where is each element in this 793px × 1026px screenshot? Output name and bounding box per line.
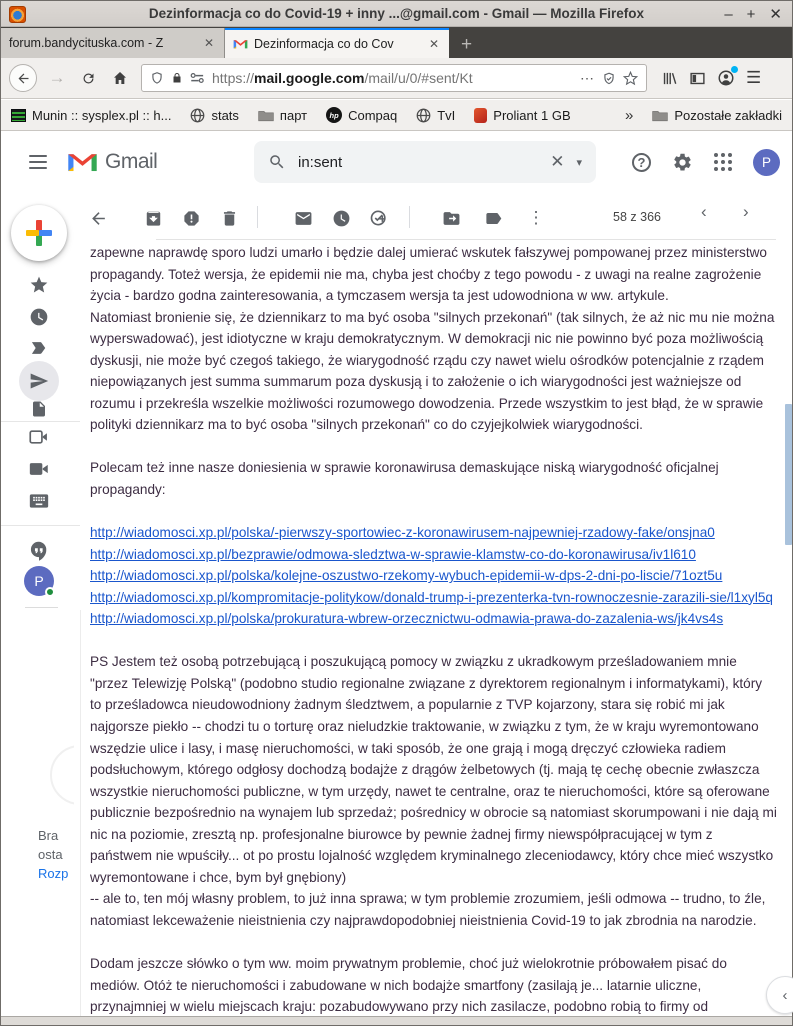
rail-divider (1, 525, 80, 526)
move-to-icon[interactable] (436, 203, 466, 233)
globe-icon (416, 108, 431, 123)
hangouts-text-line: Bra (38, 828, 59, 843)
back-to-list-icon[interactable] (83, 203, 113, 233)
account-notification-dot (731, 66, 738, 73)
settings-gear-icon[interactable] (672, 152, 693, 173)
rail-divider-short (25, 607, 58, 608)
hp-logo-icon: hp (326, 107, 342, 123)
folder-icon (258, 109, 274, 122)
email-paragraph: PS Jestem też osobą potrzebującą i poszukującą pomocy w związku z ukradkowym prześladowaniem mnie "przez Telewizję Polską" (podobno studio regionalne związane z dyrektorem regionalnym i informatykami), który to prześladowca nieudowodniony żadnym śledztwem, a popularnie z TVP kojarzony, stara się robić mi jak najgorsze piekło -- chodzi tu o torturę oraz nieludzkie traktowanie, w związku z tym, że w kraju wyremontowano wszędzie ulice i lasy, i masę nieruchomości, w taki sposób, że one grają i mogą dręczyć człowieka radiem podsłuchowym, którego odgłosy dochodzą bodajże z drągów żelbetowych (tj. mają tę cechę obecnie zwłaszcza wszystkie nieruchomości publiczne, w tym urzędy, nawet te centralne, oraz te nieruchomości, które są oferowane publicznie bezpośrednio na wynajem lub sprzedaż; pośrednicy w obrocie są natomiast skorumpowani i nie dają mi nic na poziomie, zresztą np. profesjonalne biurowce by pewnie żadnej firmy niewspółpracującej w tym z państwem nie wpuściły... ot po prostu lojalność względem kryminalnego zleceniodawcy, który chce mieć wszystko wyremontowane i chce, bym był gnębiony) (90, 654, 777, 885)
email-paragraph: zapewne naprawdę sporo ludzi umarło i będzie dalej umierać wskutek fałszywej pompowanej przez ministerstwo propagandy. Toteż wersja, że epidemii nie ma, chyba jest choćby z tego powodu - z uwagi na realne zagrożenie życia - bardzo godna zainteresowania, a tymczasem wersja ta jest udowodniona w ww. artykule. (90, 245, 767, 304)
delete-icon[interactable] (214, 203, 244, 233)
email-link[interactable]: http://wiadomosci.xp.pl/kompromitacje-politykow/donald-trump-i-prezenterka-tvn-rownoczesnie-zarazili-sie/l1xyl5q (90, 589, 773, 605)
hangouts-illustration-arc (50, 745, 74, 805)
email-link[interactable]: http://wiadomosci.xp.pl/bezprawie/odmowa-sledztwa-w-sprawie-klamstw-co-do-koronawirusa/iv1l610 (90, 546, 696, 562)
tab-forum[interactable] (1, 28, 225, 58)
hangouts-avatar[interactable]: P (24, 566, 54, 596)
reload-button[interactable] (75, 71, 101, 86)
bookmark-star-icon[interactable] (623, 71, 638, 86)
drafts-icon[interactable] (25, 395, 53, 423)
title-bar (1, 1, 792, 27)
tab-close-icon[interactable]: ✕ (428, 37, 439, 51)
firefox-account-icon[interactable] (717, 69, 735, 87)
shield-check-icon[interactable] (602, 71, 616, 86)
newer-email-icon[interactable]: ‹ (701, 202, 707, 221)
snooze-icon[interactable] (326, 203, 356, 233)
bookmark-item[interactable] (11, 108, 171, 123)
bookmarks-overflow-icon[interactable]: » (624, 106, 634, 124)
window-bottom-edge (1, 1016, 792, 1025)
navigation-toolbar (1, 58, 792, 99)
hangouts-panel-clipped (1, 740, 74, 920)
meet-new-meeting-icon[interactable] (25, 423, 53, 451)
bookmark-item[interactable] (474, 108, 570, 123)
folder-icon (652, 109, 668, 122)
search-options-caret-icon[interactable]: ▾ (576, 156, 582, 169)
globe-icon (190, 108, 205, 123)
gmail-header-right (632, 131, 780, 193)
bookmark-item[interactable] (258, 108, 307, 123)
google-apps-grid-icon[interactable] (714, 153, 732, 171)
toolbar-separator (257, 206, 258, 228)
email-link[interactable]: http://wiadomosci.xp.pl/polska/prokuratura-wbrew-orzecznictwu-odmawia-prawa-do-zazalenia-ws/jk4vs4s (90, 611, 724, 627)
email-paragraph: Dodam jeszcze słówko o tym ww. moim prywatnym problemie, choć już wielokrotnie próbowałem pisać do mediów. Otóż te nieruchomości i zabudowane w nich bodajże smartfony (zasilają je... latarnie uliczne, przynajmniej w wielu miejscach kraju: pozabudowywano przy nich zasilacze, podobno robią to firmy od (90, 956, 727, 1015)
archive-icon[interactable] (138, 203, 168, 233)
bookmark-label: парт (279, 107, 308, 123)
email-link[interactable]: http://wiadomosci.xp.pl/polska/kolejne-oszustwo-rzekomy-wybuch-epidemii-w-dps-2-dni-po-liscie/71ozt5u (90, 568, 723, 584)
starred-icon[interactable] (25, 271, 53, 299)
toolbar-separator (409, 206, 410, 228)
toolbar-right-icons (661, 68, 761, 88)
gmail-logo-text: Gmail (105, 150, 158, 173)
email-link[interactable]: http://wiadomosci.xp.pl/polska/-pierwszy-sportowiec-z-koronawirusem-najpewniej-rzadowy-fake/onsjna0 (90, 525, 715, 541)
tab-gmail[interactable] (225, 28, 449, 58)
tab-label: Dezinformacja co do Cov (254, 37, 394, 51)
bookmark-label: Compaq (348, 107, 398, 123)
bookmark-other-bookmarks[interactable]: Pozostałe zakładki (652, 108, 782, 123)
back-button[interactable] (9, 64, 37, 92)
scrollbar-thumb[interactable] (785, 404, 792, 545)
older-email-icon[interactable]: › (743, 202, 749, 221)
sidebar-panel-icon[interactable] (689, 70, 706, 87)
presence-dot (45, 587, 55, 597)
email-paragraph: -- ale to, ten mój własny problem, to już inna sprawa; w tym problemie zrozumiem, jeśli odmowa -- trudno, to źle, natomiast lekceważenie nieistnienia czy najprawdopodobniej nieistnienia Covid-19 to jak zbrodnia na narodzie. (90, 891, 766, 928)
email-toolbar (1, 196, 792, 239)
help-icon[interactable]: ? (632, 153, 651, 172)
tab-bar (1, 27, 792, 58)
email-paragraph: Natomiast bronienie się, że dziennikarz to ma być osoba "silnych przekonań" (tak silnych, że aż nic mu nie można wyperswadować), jest idiotyczne w kraju demokratycznym. W demokracji nic nie powinno być poza możliwością dyskusji, nie może być czegoś takiego, że wiarygodność rządu czy nawet wielu ośrodków potencjalnie z rządem niepowiązanych jest summa summarum poza dyskusją i to założenie o ich wiarygodności jest ważniejsze od rozumu i przekreśla wszelkie możliwości rozumowego dowodzenia. Przede wszystkim to jest błąd, że w sprawie polityki dziennikarz ma to być osoba "silnych przekonań" co do czyjejkolwiek wiarygodności. (90, 309, 775, 433)
content-left-edge (80, 610, 81, 1016)
add-to-tasks-icon[interactable] (364, 203, 394, 233)
email-paragraph: Polecam też inne nasze doniesienia w sprawie koronawirusa demaskujące niską wiarygodność oficjalnej propagandy: (90, 460, 719, 498)
gmail-main-menu-icon[interactable] (15, 151, 61, 173)
keyboard-icon[interactable] (25, 487, 53, 515)
window-controls (724, 1, 782, 27)
bookmark-item[interactable] (326, 107, 397, 123)
gmail-header (1, 131, 792, 193)
labels-icon[interactable] (478, 203, 508, 233)
url-bar[interactable] (141, 64, 647, 92)
paragraph-gap (90, 436, 777, 458)
page-actions-overflow-icon[interactable]: ⋯ (580, 69, 595, 86)
search-clear-icon[interactable]: ✕ (550, 152, 565, 171)
minimize-button[interactable]: – (724, 5, 733, 23)
gmail-logo[interactable] (67, 150, 157, 174)
bookmarks-bar (1, 100, 792, 131)
window-title: Dezinformacja co do Covid-19 + inny ...@gmail.com - Gmail — Mozilla Firefox (148, 6, 645, 21)
library-icon[interactable] (661, 70, 678, 87)
meet-join-meeting-icon[interactable] (25, 455, 53, 483)
mark-unread-icon[interactable] (288, 203, 318, 233)
paragraph-gap (90, 630, 777, 652)
important-icon[interactable] (25, 334, 53, 362)
menu-hamburger-icon[interactable]: ☰ (746, 68, 762, 87)
bookmark-item[interactable] (190, 108, 238, 123)
home-button[interactable] (107, 70, 133, 86)
chevron-left-icon: ‹ (782, 986, 788, 1004)
url-text[interactable]: https://mail.google.com/mail/u/0/#sent/Kt (212, 70, 473, 86)
more-options-icon[interactable]: ⋮ (527, 208, 545, 227)
compose-plus-icon (26, 220, 52, 246)
search-bar[interactable] (254, 141, 596, 183)
hangouts-text-line: osta (38, 847, 63, 862)
paragraph-gap (90, 932, 777, 954)
snoozed-icon[interactable] (25, 303, 53, 331)
hangouts-start-link[interactable]: Rozp (38, 866, 69, 881)
rail-divider (1, 421, 80, 422)
permissions-icon[interactable] (190, 72, 205, 84)
tab-close-icon[interactable]: ✕ (203, 36, 214, 50)
forward-button[interactable]: → (48, 68, 66, 87)
close-button[interactable]: ✕ (769, 5, 782, 23)
email-body (90, 242, 777, 1016)
report-spam-icon[interactable] (176, 203, 206, 233)
munin-icon (11, 109, 26, 122)
tab-label: forum.bandycituska.com - Z (9, 36, 164, 50)
pagination-counter: 58 z 366 (613, 210, 661, 224)
search-icon[interactable] (268, 153, 286, 171)
bookmark-label: TvI (437, 107, 456, 123)
proliant-icon (474, 108, 487, 123)
firefox-icon (9, 6, 26, 23)
bookmark-item[interactable] (416, 108, 455, 123)
url-host: mail.google.com (254, 70, 365, 86)
toolbar-divider (156, 239, 776, 240)
search-input[interactable]: in:sent (298, 153, 343, 171)
paragraph-gap (90, 501, 777, 523)
bookmark-label: Munin :: sysplex.pl :: h... (32, 107, 172, 123)
gmail-m-icon (67, 150, 98, 174)
profile-avatar[interactable]: P (753, 149, 780, 176)
bookmark-label: Proliant 1 GB (493, 107, 571, 123)
tracking-shield-icon[interactable] (150, 70, 164, 86)
maximize-button[interactable]: + (746, 5, 756, 23)
new-tab-button[interactable]: + (461, 34, 473, 55)
bookmark-label: stats (211, 107, 239, 123)
hangouts-icon[interactable] (25, 537, 53, 565)
gmail-favicon-icon (233, 38, 248, 50)
compose-button[interactable] (11, 205, 67, 261)
lock-icon[interactable] (171, 71, 183, 85)
